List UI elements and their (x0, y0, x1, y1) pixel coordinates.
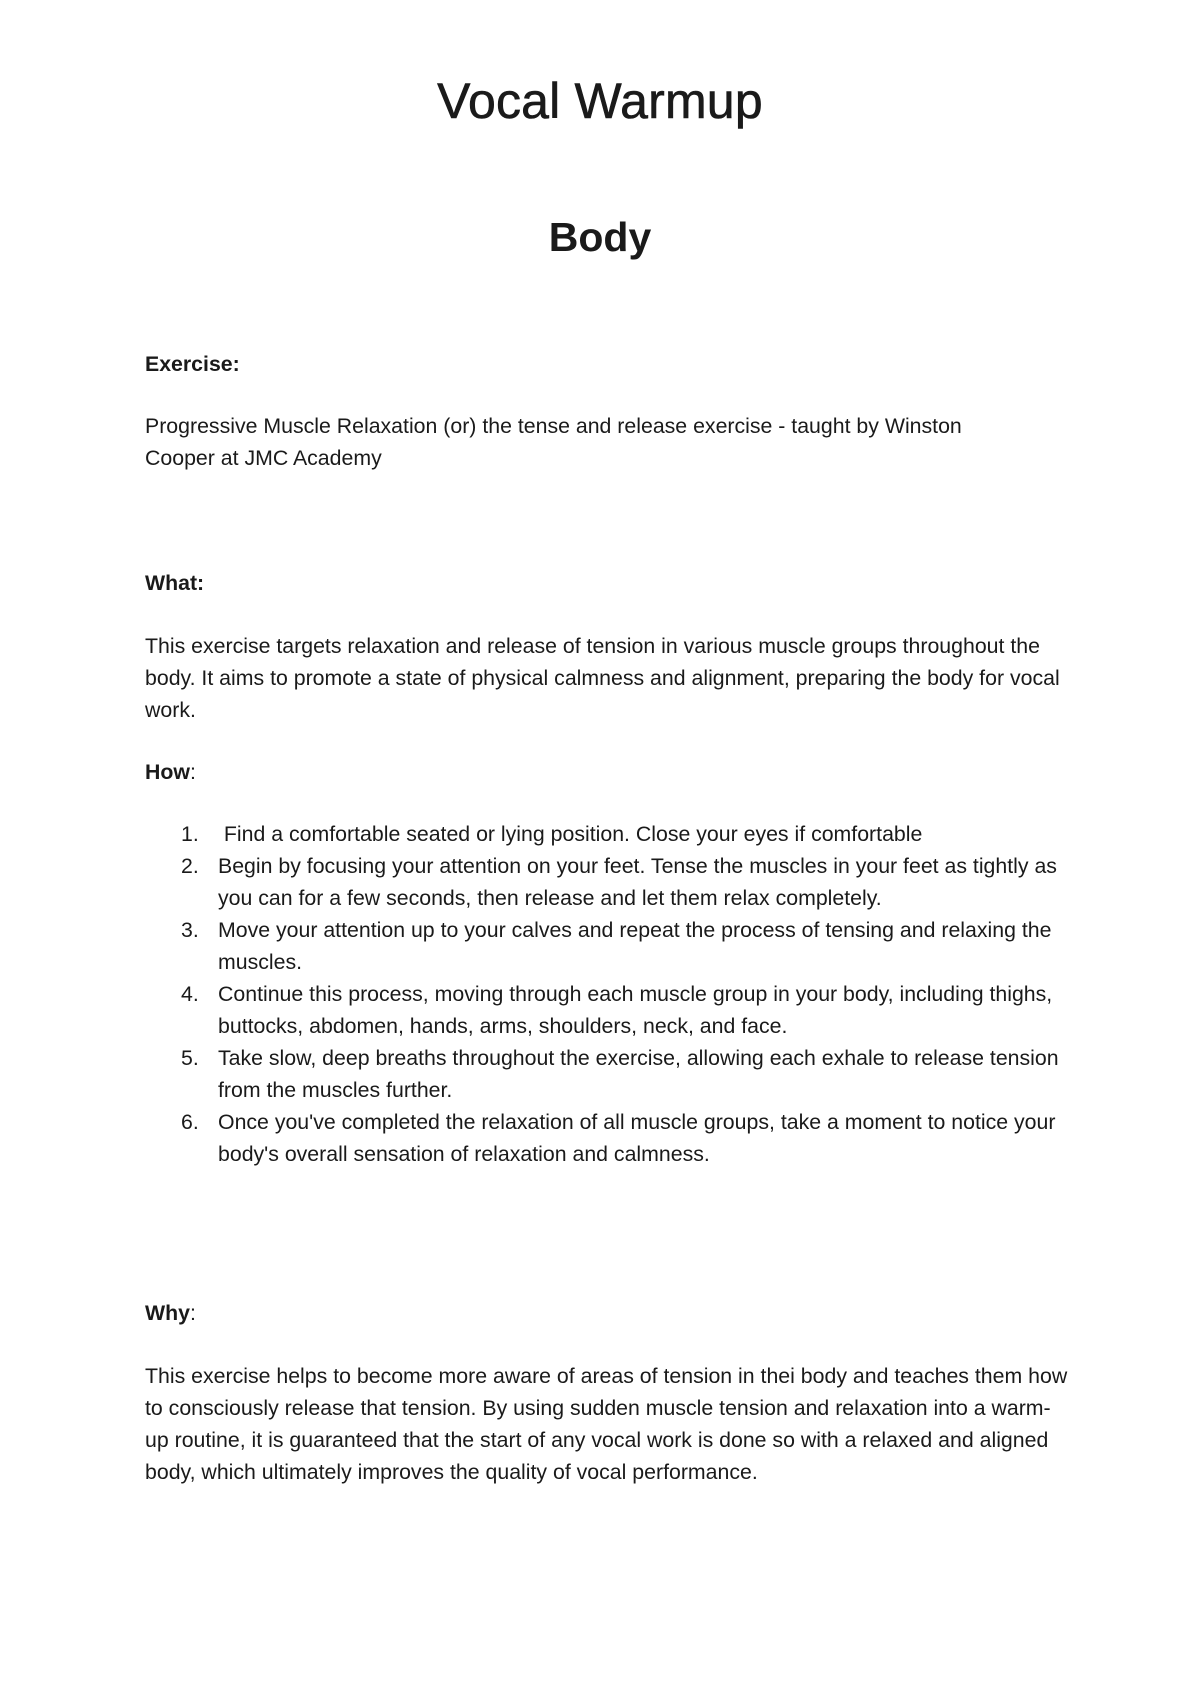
step-text: Move your attention up to your calves and repeat the process of tensing and relaxing the muscles. (218, 918, 1052, 974)
what-heading (145, 567, 204, 599)
how-steps-list (145, 818, 1065, 1170)
what-colon: : (197, 571, 205, 595)
why-heading (145, 1297, 196, 1329)
how-label: How (145, 760, 190, 784)
step-number: 5. (181, 1046, 199, 1070)
exercise-heading (145, 348, 240, 380)
step-number: 3. (181, 918, 199, 942)
step-text: Take slow, deep breaths throughout the exercise, allowing each exhale to release tension from the muscles further. (218, 1046, 1059, 1102)
list-item (145, 978, 1065, 1042)
step-text: Once you've completed the relaxation of all muscle groups, take a moment to notice your body's overall sensation of relaxation and calmness. (218, 1110, 1056, 1166)
why-text: This exercise helps to become more aware of areas of tension in thei body and teaches them how to consciously release that tension. By using sudden muscle tension and relaxation into a warm-up routine, it is guaranteed that the start of any vocal work is done so with a relaxed and aligned body, which ultimately improves the quality of vocal performance. (145, 1364, 1068, 1484)
step-text: Continue this process, moving through each muscle group in your body, including thighs, buttocks, abdomen, hands, arms, shoulders, neck, and face. (218, 982, 1053, 1038)
document-title: Vocal Warmup (437, 73, 763, 129)
step-number: 1. (181, 822, 199, 846)
list-item (145, 850, 1065, 914)
how-colon: : (189, 760, 196, 784)
what-text: This exercise targets relaxation and release of tension in various muscle groups throughout the body. It aims to promote a state of physical calmness and alignment, preparing the body for vocal work. (145, 634, 1060, 722)
list-item (145, 1042, 1065, 1106)
list-item (145, 1106, 1065, 1170)
exercise-label: Exercise (145, 352, 233, 376)
exercise-text: Progressive Muscle Relaxation (or) the tense and release exercise - taught by Winston Cooper at JMC Academy (145, 414, 962, 470)
list-item (145, 914, 1065, 978)
section-title: Body (548, 214, 652, 260)
how-heading (145, 756, 196, 788)
what-label: What (145, 571, 198, 595)
list-item (145, 818, 1065, 850)
exercise-colon: : (232, 352, 240, 376)
step-text: Find a comfortable seated or lying position. Close your eyes if comfortable (218, 822, 923, 846)
step-text: Begin by focusing your attention on your feet. Tense the muscles in your feet as tightly as you can for a few seconds, then release and let them relax completely. (218, 854, 1057, 910)
step-number: 6. (181, 1110, 199, 1134)
step-number: 4. (181, 982, 199, 1006)
why-colon: : (189, 1301, 196, 1325)
step-number: 2. (181, 854, 199, 878)
why-label: Why (145, 1301, 190, 1325)
